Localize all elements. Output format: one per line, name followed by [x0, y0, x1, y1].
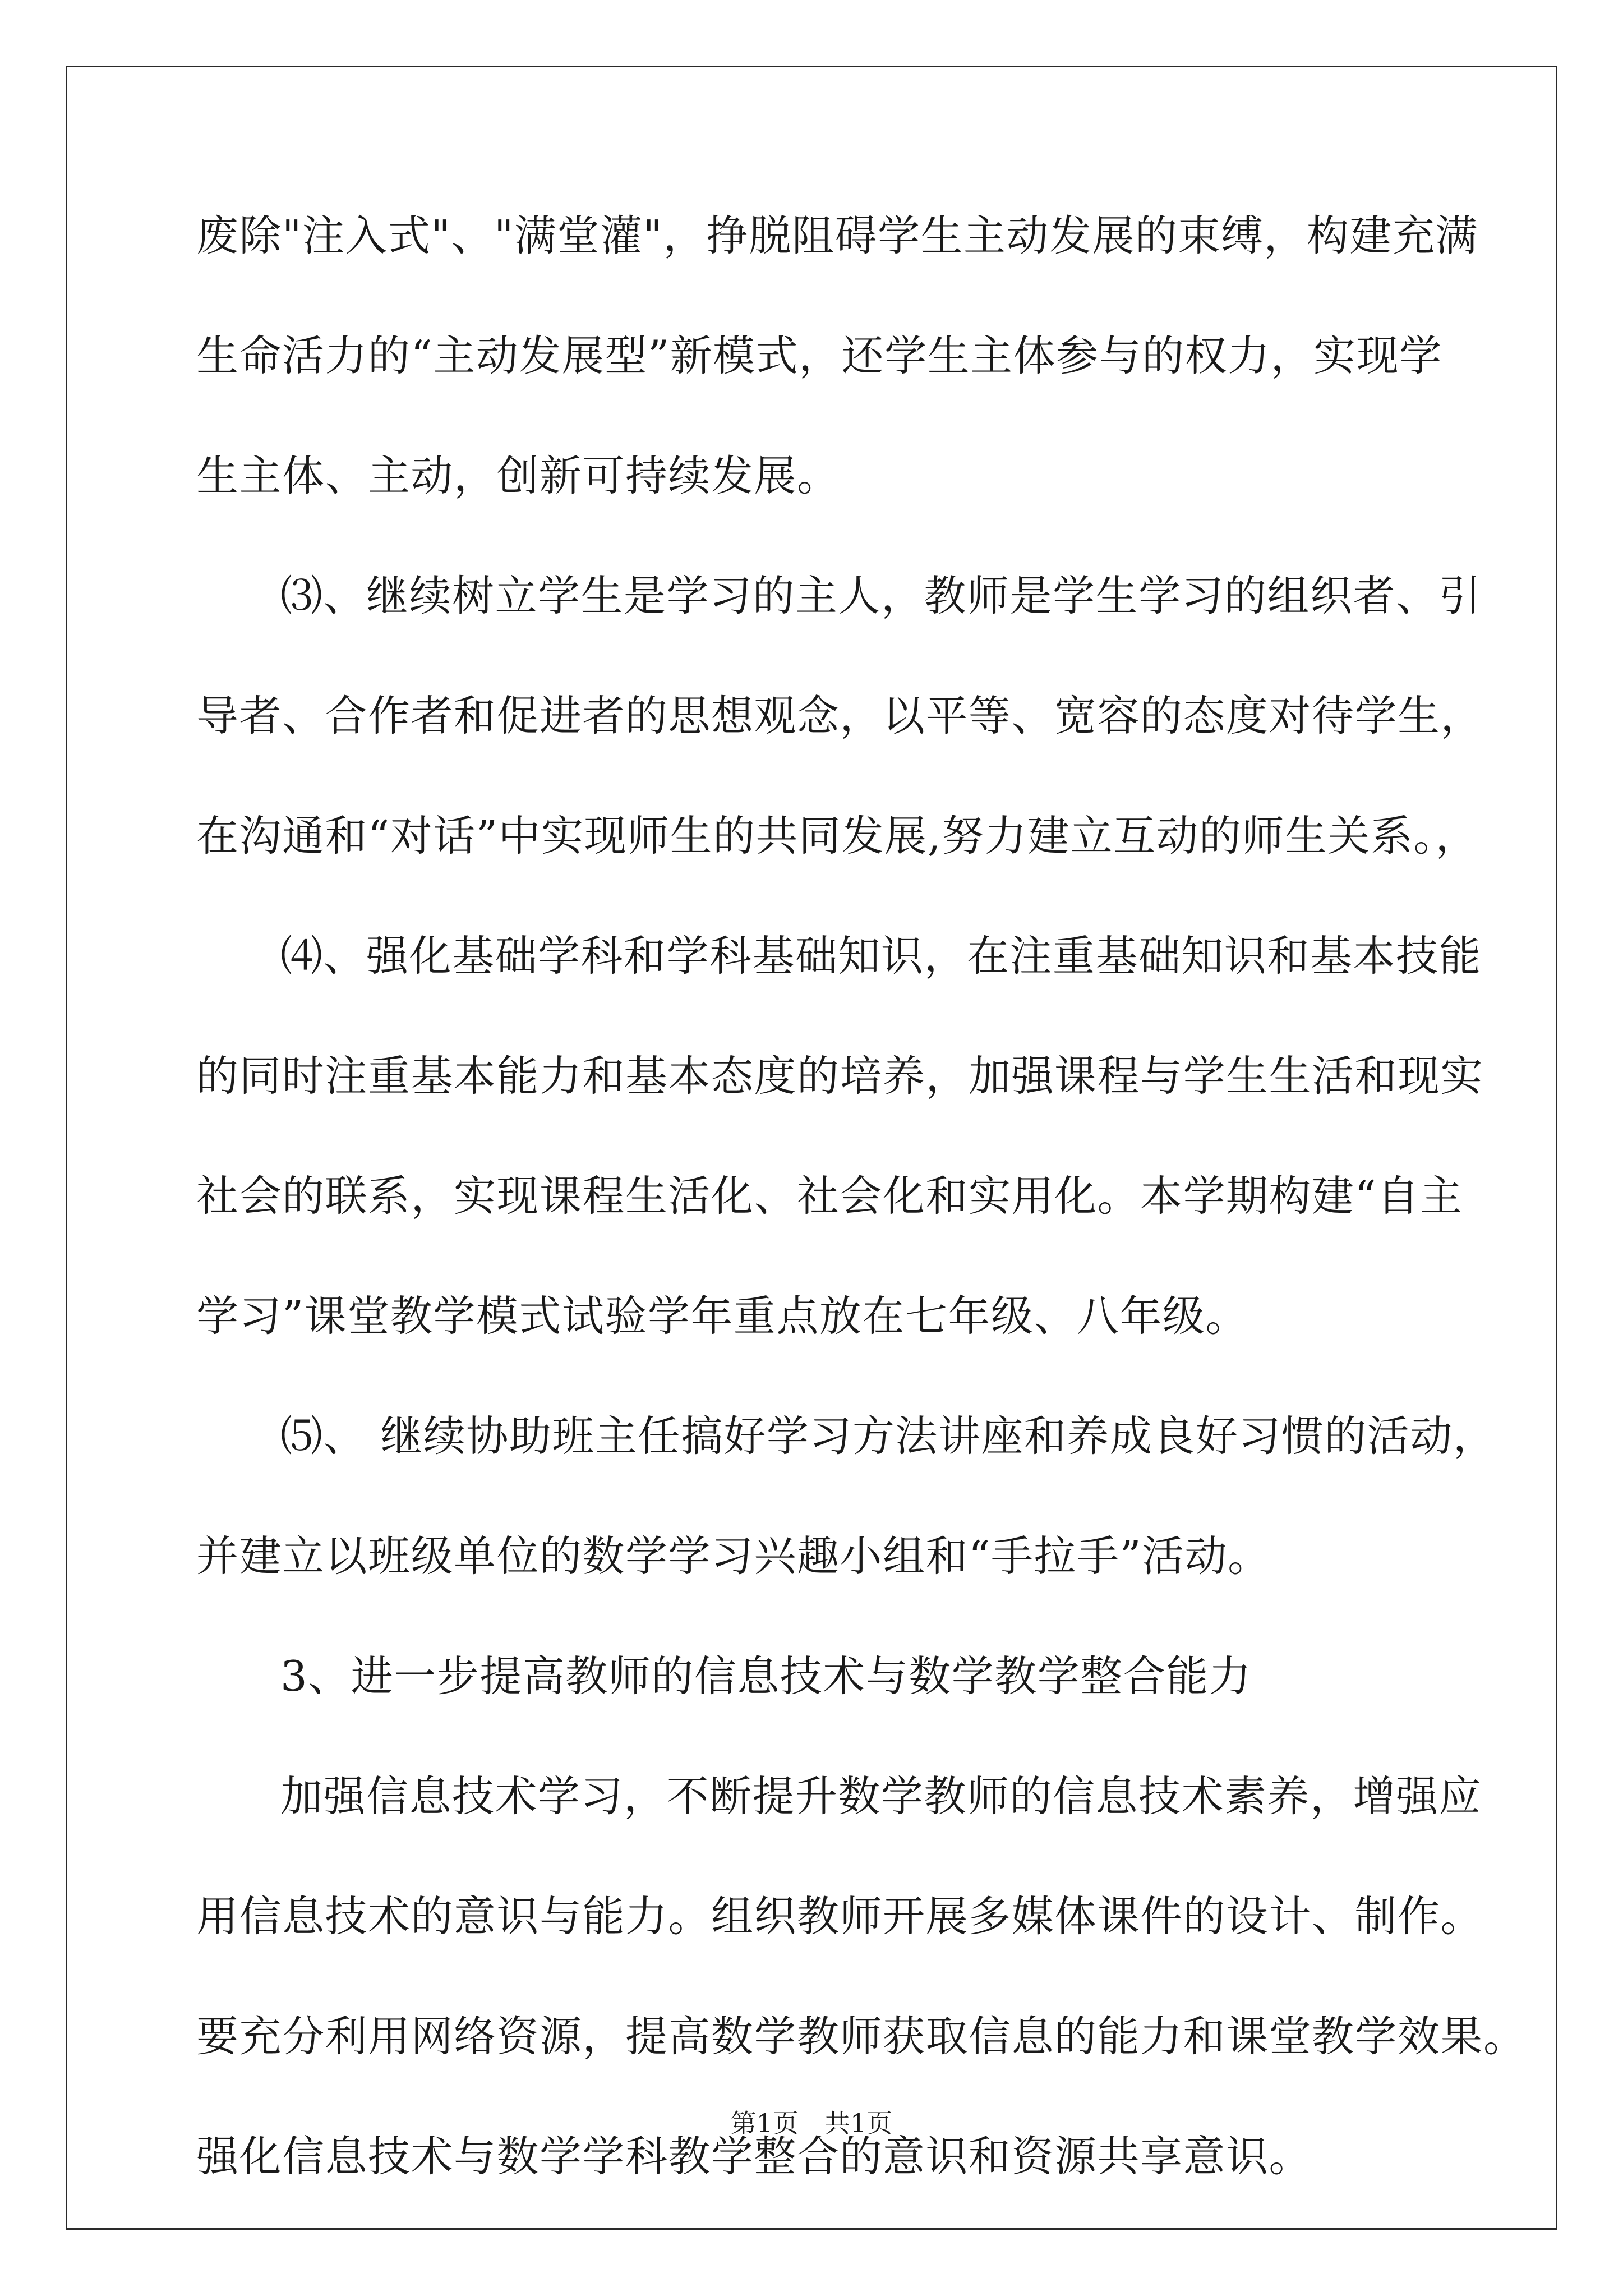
text-line: 强化信息技术与数学学科教学整合的意识和资源共享意识。 — [196, 2132, 1312, 2181]
text-line: 的同时注重基本能力和基本态度的培养，加强课程与学生生活和现实 — [196, 1051, 1484, 1101]
text-line: 学习”课堂教学模式试验学年重点放在七年级、八年级。 — [196, 1291, 1248, 1341]
text-line: 在沟通和“对话”中实现师生的共同发展,努力建立互动的师生关系。， — [196, 811, 1479, 861]
text-line: 生命活力的“主动发展型”新模式，还学生主体参与的权力，实现学 — [196, 331, 1442, 380]
text-line: 社会的联系，实现课程生活化、社会化和实用化。本学期构建“自主 — [196, 1171, 1463, 1221]
text-line: 导者、合作者和促进者的思想观念，以平等、宽容的态度对待学生， — [196, 691, 1484, 740]
paragraph-first-line: 加强信息技术学习，不断提升数学教师的信息技术素养，增强应 — [280, 1772, 1482, 1821]
paragraph-first-line: ⑸、 继续协助班主任搞好学习方法讲座和养成良好习惯的活动， — [280, 1411, 1496, 1461]
section-heading: 3、进一步提高教师的信息技术与数学教学整合能力 — [280, 1651, 1252, 1701]
text-line: 要充分利用网络资源，提高数学教师获取信息的能力和课堂教学效果。 — [196, 2012, 1527, 2061]
text-line: 并建立以班级单位的数学学习兴趣小组和“手拉手”活动。 — [196, 1531, 1271, 1581]
paragraph-first-line: ⑷、强化基础学科和学科基础知识，在注重基础知识和基本技能 — [280, 931, 1482, 981]
page-number-footer: 第1页 共1页 — [730, 2108, 893, 2138]
text-line: 用信息技术的意识与能力。组织教师开展多媒体课件的设计、制作。 — [196, 1892, 1484, 1941]
text-line: 废除"注入式"、"满堂灌"，挣脱阻碍学生主动发展的束缚，构建充满 — [196, 211, 1478, 260]
paragraph-first-line: ⑶、继续树立学生是学习的主人，教师是学生学习的组织者、引 — [280, 571, 1482, 620]
text-line: 生主体、主动，创新可持续发展。 — [196, 451, 840, 500]
